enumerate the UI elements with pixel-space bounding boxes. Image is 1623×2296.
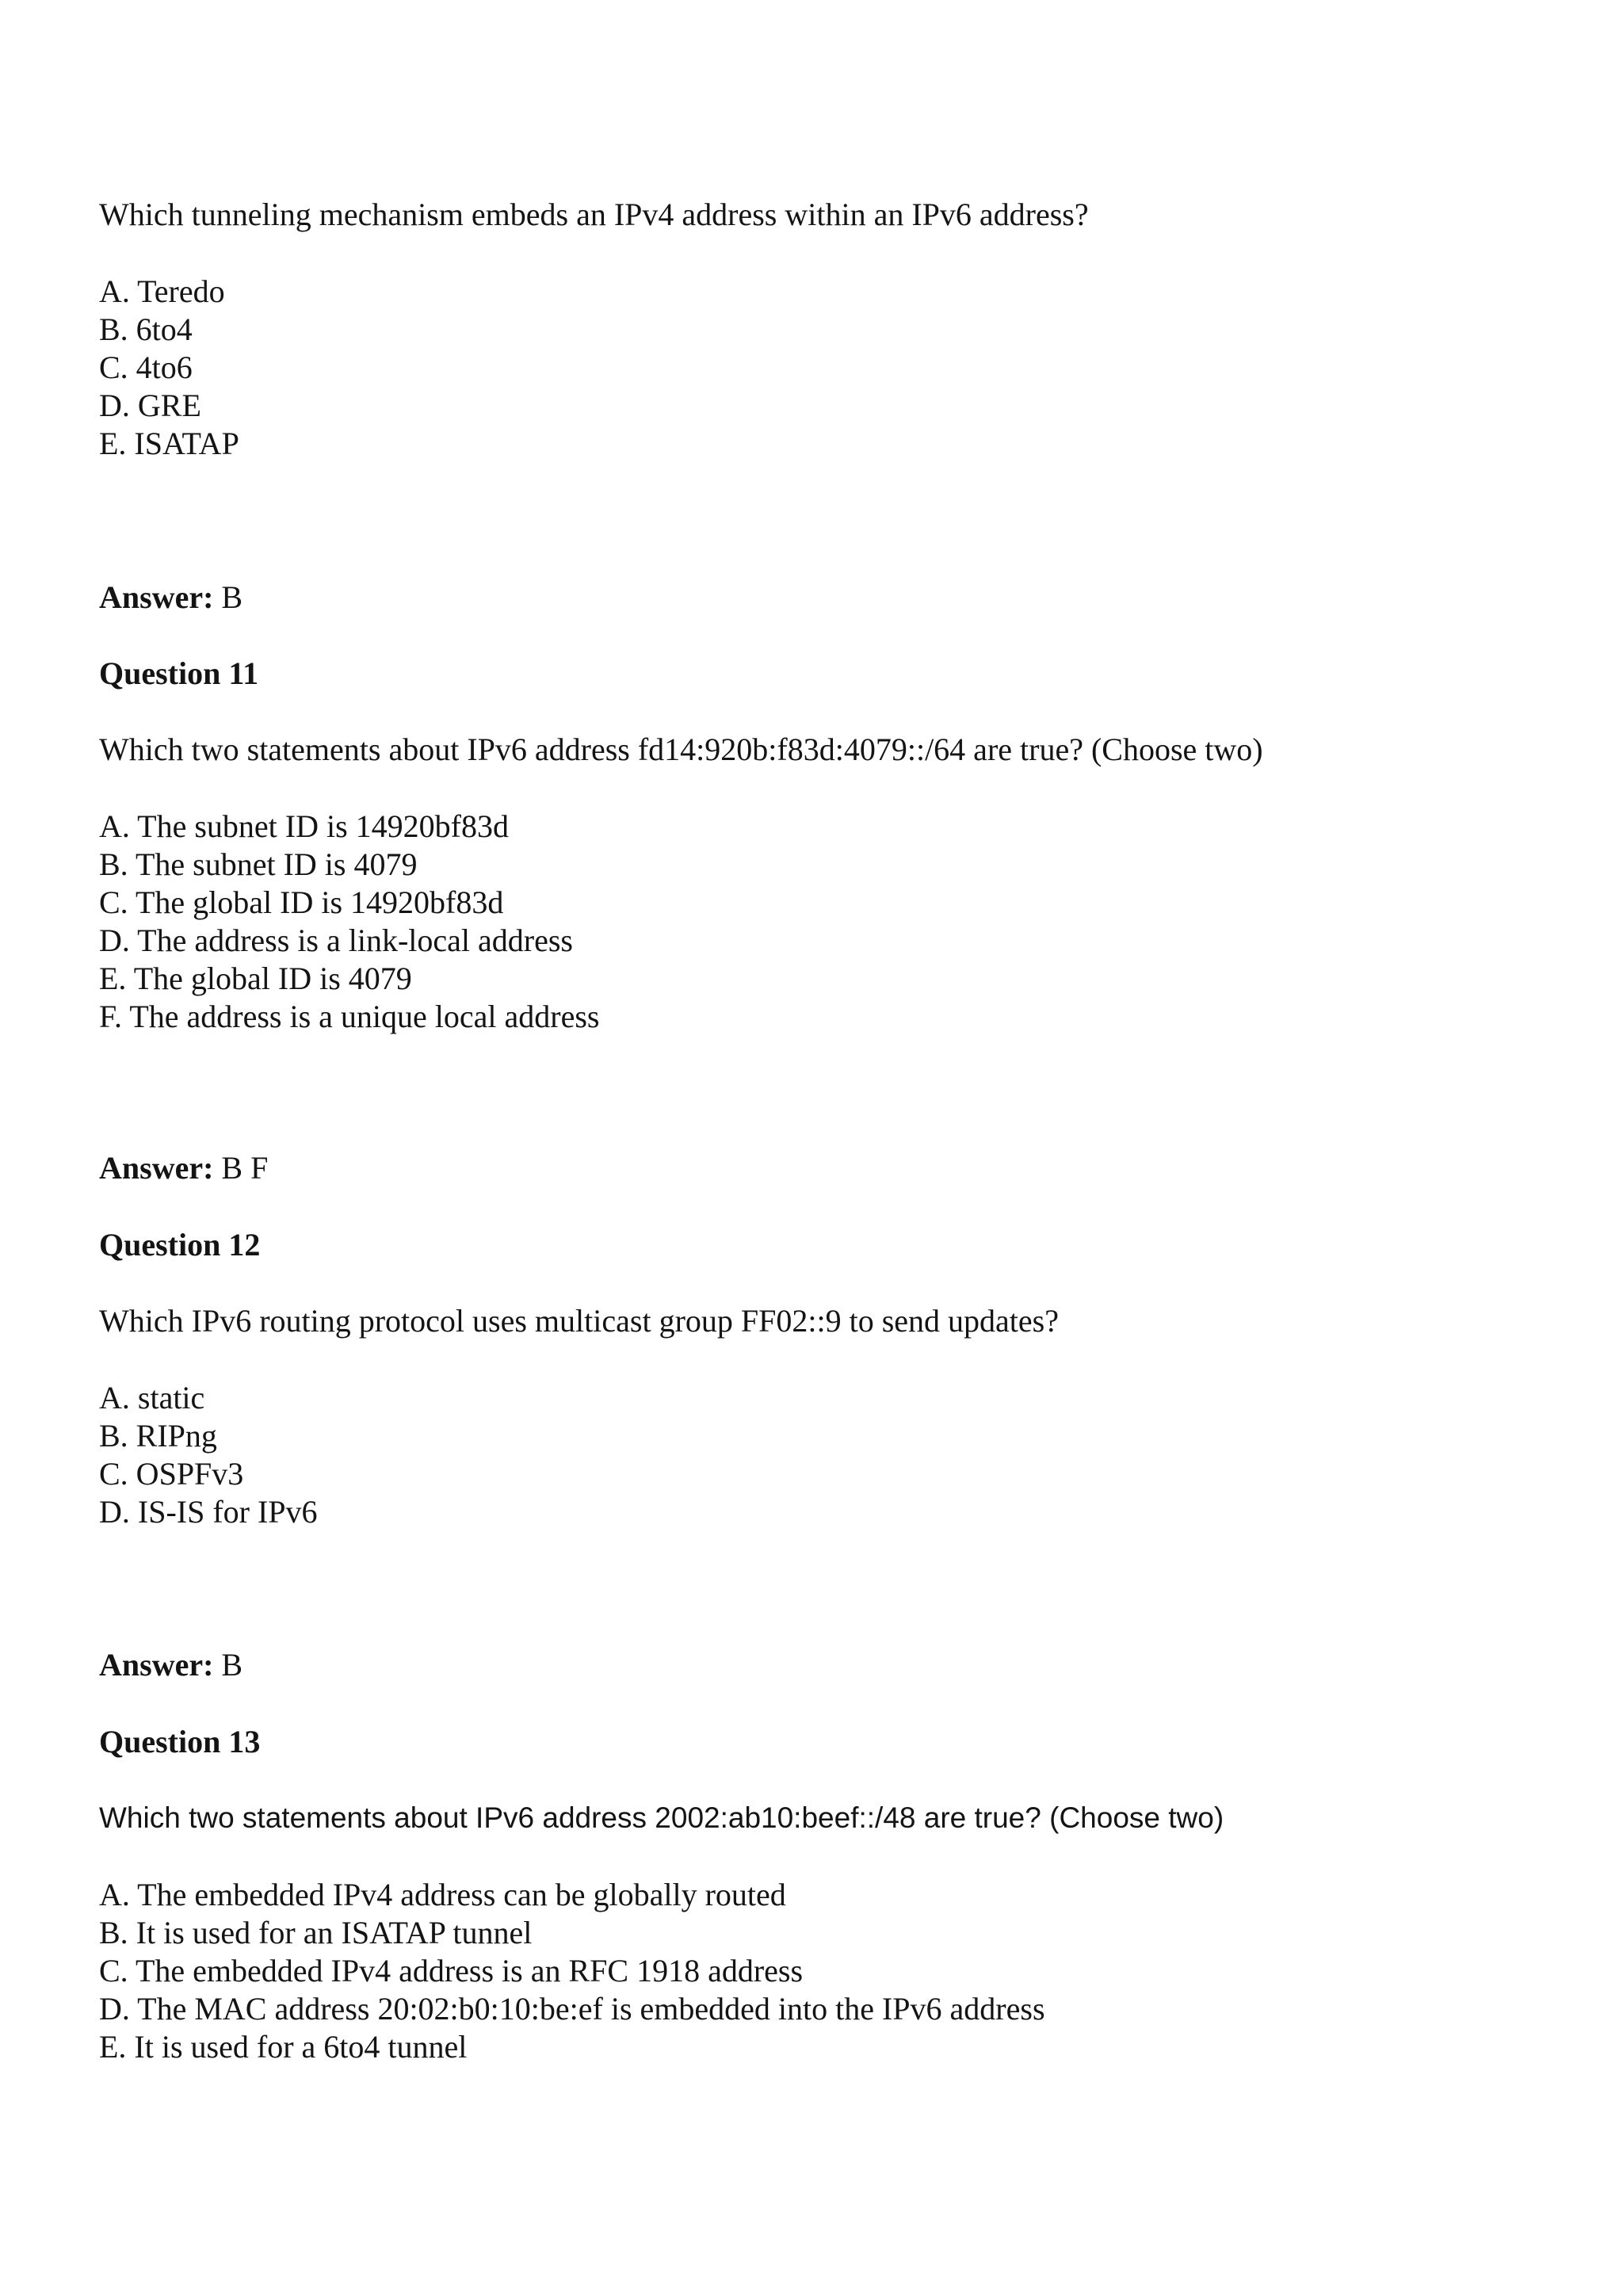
question-heading: Question 11: [99, 655, 259, 691]
option-item: B. The subnet ID is 4079: [99, 846, 418, 882]
option-list: [99, 1876, 1045, 2066]
option-item: E. ISATAP: [99, 426, 239, 461]
option-item: A. The embedded IPv4 address can be globally routed: [99, 1877, 786, 1912]
answer-label: Answer:: [99, 579, 214, 615]
question-text: Which two statements about IPv6 address 2002:ab10:beef::/48 are true? (Choose two): [99, 1801, 1224, 1834]
option-item: D. The MAC address 20:02:b0:10:be:ef is embedded into the IPv6 address: [99, 1991, 1045, 2027]
question-text: Which two statements about IPv6 address fd14:920b:f83d:4079::/64 are true? (Choose two): [99, 732, 1263, 767]
option-item: A. The subnet ID is 14920bf83d: [99, 808, 509, 844]
question-text: Which IPv6 routing protocol uses multicast group FF02::9 to send updates?: [99, 1303, 1059, 1339]
answer-label: Answer:: [99, 1150, 214, 1186]
option-item: B. 6to4: [99, 311, 193, 347]
answer-value: B: [221, 1647, 243, 1683]
option-item: A. Teredo: [99, 273, 225, 309]
option-item: D. IS-IS for IPv6: [99, 1494, 318, 1530]
answer-value: B: [221, 579, 243, 615]
option-item: F. The address is a unique local address: [99, 999, 600, 1034]
option-item: E. The global ID is 4079: [99, 961, 412, 996]
option-item: D. The address is a link-local address: [99, 923, 573, 958]
answer-value: B F: [221, 1150, 269, 1186]
answer-line: [99, 1646, 242, 1684]
option-item: B. RIPng: [99, 1418, 217, 1454]
option-item: C. The embedded IPv4 address is an RFC 1918 address: [99, 1953, 804, 1988]
option-item: C. 4to6: [99, 350, 193, 385]
answer-label: Answer:: [99, 1647, 214, 1683]
option-item: A. static: [99, 1380, 205, 1415]
option-item: C. The global ID is 14920bf83d: [99, 884, 504, 920]
option-item: C. OSPFv3: [99, 1456, 244, 1492]
option-list: [99, 1379, 318, 1531]
option-item: B. It is used for an ISATAP tunnel: [99, 1915, 533, 1950]
option-list: [99, 273, 239, 463]
answer-line: [99, 1149, 268, 1187]
option-item: E. It is used for a 6to4 tunnel: [99, 2029, 468, 2065]
question-heading: Question 12: [99, 1227, 261, 1263]
option-item: D. GRE: [99, 388, 201, 423]
question-heading: Question 13: [99, 1724, 261, 1759]
question-text: Which tunneling mechanism embeds an IPv4 address within an IPv6 address?: [99, 197, 1089, 232]
option-list: [99, 808, 599, 1036]
answer-line: [99, 579, 242, 617]
